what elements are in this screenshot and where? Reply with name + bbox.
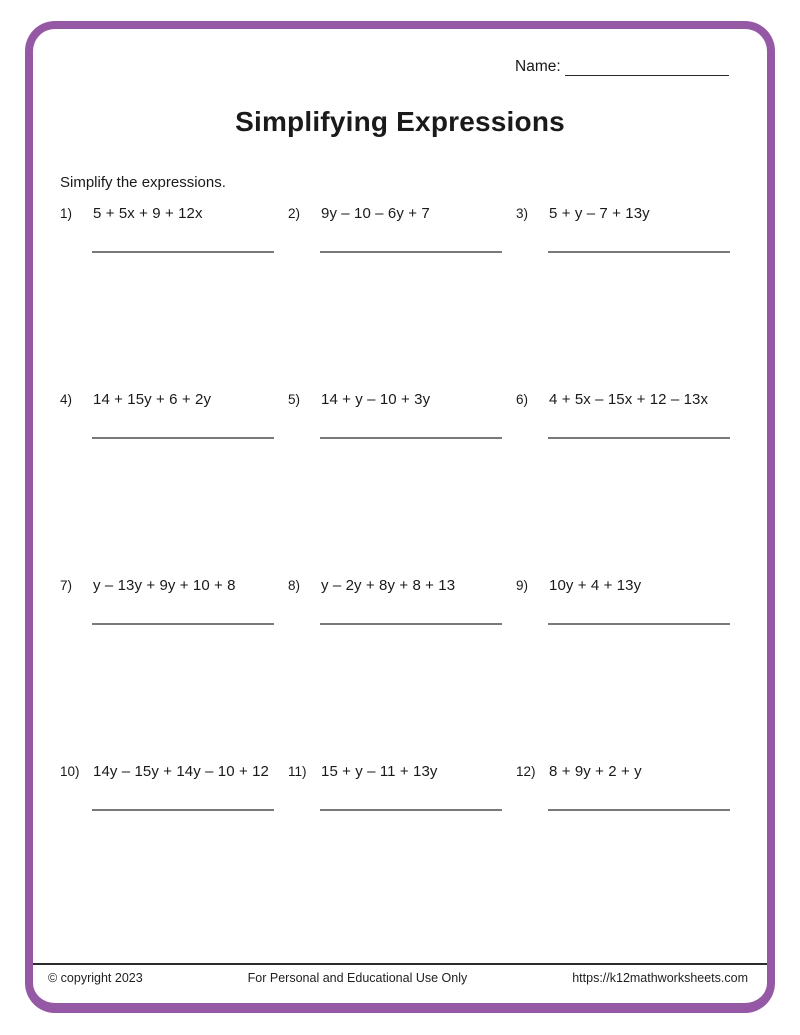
instructions-text: Simplify the expressions.: [60, 174, 226, 191]
answer-blank-line: [92, 437, 274, 439]
problem-expression: y – 2y + 8y + 8 + 13: [321, 577, 456, 594]
problem-head: [516, 577, 730, 594]
problem-2: [288, 205, 502, 391]
problem-expression: 4 + 5x – 15x + 12 – 13x: [549, 391, 709, 408]
footer-copyright: © copyright 2023: [48, 971, 143, 985]
problem-12: [516, 763, 730, 949]
answer-blank-line: [548, 251, 730, 253]
answer-blank-line: [92, 623, 274, 625]
problem-expression: 9y – 10 – 6y + 7: [321, 205, 430, 222]
problem-number: 10): [60, 764, 80, 779]
problem-number: 12): [516, 764, 536, 779]
problem-9: [516, 577, 730, 763]
problem-expression: 14 + 15y + 6 + 2y: [93, 391, 212, 408]
footer-usage-text: For Personal and Educational Use Only: [247, 971, 468, 985]
name-label: Name:: [515, 58, 561, 75]
problem-number: 4): [60, 392, 73, 407]
problem-head: [288, 205, 502, 222]
problem-grid: [60, 205, 730, 949]
footer-divider: [33, 963, 767, 965]
problem-3: [516, 205, 730, 391]
problem-head: [60, 763, 274, 780]
problem-head: [60, 205, 274, 222]
problem-number: 2): [288, 206, 301, 221]
problem-7: [60, 577, 274, 763]
problem-5: [288, 391, 502, 577]
problem-expression: y – 13y + 9y + 10 + 8: [93, 577, 236, 594]
problem-head: [288, 763, 502, 780]
problem-expression: 5 + y – 7 + 13y: [549, 205, 650, 222]
problem-number: 3): [516, 206, 529, 221]
problem-expression: 5 + 5x + 9 + 12x: [93, 205, 203, 222]
problem-number: 1): [60, 206, 73, 221]
problem-head: [60, 391, 274, 408]
problem-expression: 8 + 9y + 2 + y: [549, 763, 642, 780]
problem-head: [60, 577, 274, 594]
problem-1: [60, 205, 274, 391]
problem-head: [516, 205, 730, 222]
problem-number: 6): [516, 392, 529, 407]
answer-blank-line: [548, 437, 730, 439]
footer-url: https://k12mathworksheets.com: [572, 971, 748, 985]
problem-expression: 14 + y – 10 + 3y: [321, 391, 431, 408]
problem-head: [288, 577, 502, 594]
problem-number: 9): [516, 578, 529, 593]
problem-head: [516, 763, 730, 780]
problem-4: [60, 391, 274, 577]
page-title: Simplifying Expressions: [235, 106, 565, 137]
problem-expression: 14y – 15y + 14y – 10 + 12: [93, 763, 269, 780]
problem-8: [288, 577, 502, 763]
problem-6: [516, 391, 730, 577]
problem-expression: 10y + 4 + 13y: [549, 577, 642, 594]
problem-number: 11): [288, 764, 307, 779]
name-field: [515, 58, 729, 76]
answer-blank-line: [548, 623, 730, 625]
problem-number: 7): [60, 578, 73, 593]
answer-blank-line: [320, 251, 502, 253]
answer-blank-line: [548, 809, 730, 811]
problem-head: [288, 391, 502, 408]
answer-blank-line: [92, 809, 274, 811]
problem-number: 8): [288, 578, 301, 593]
problem-number: 5): [288, 392, 301, 407]
answer-blank-line: [92, 251, 274, 253]
answer-blank-line: [320, 623, 502, 625]
problem-10: [60, 763, 274, 949]
problem-11: [288, 763, 502, 949]
problem-head: [516, 391, 730, 408]
answer-blank-line: [320, 809, 502, 811]
answer-blank-line: [320, 437, 502, 439]
problem-expression: 15 + y – 11 + 13y: [321, 763, 438, 780]
footer: [48, 971, 748, 985]
name-blank-line: [565, 58, 729, 76]
